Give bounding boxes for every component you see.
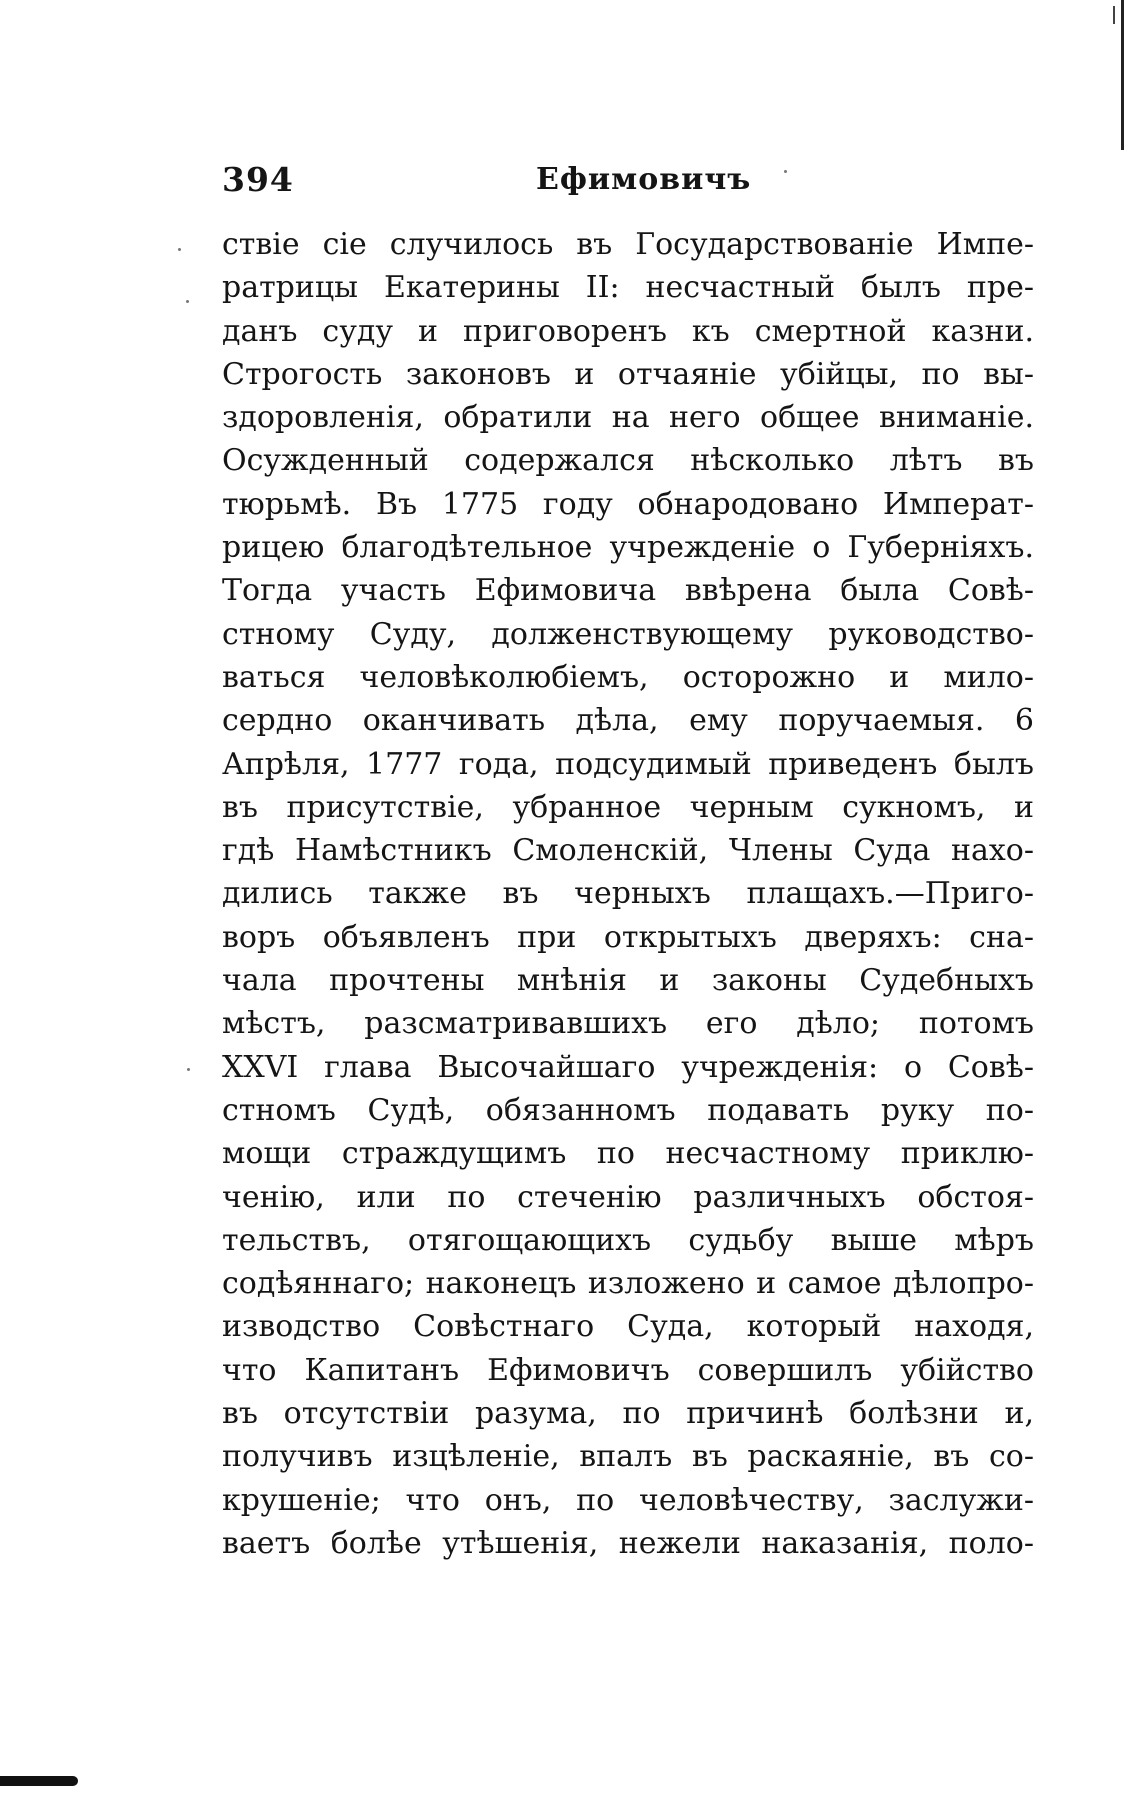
text-line: сердно оканчивать дѣла, ему поручаемыя. 6 bbox=[222, 703, 1034, 739]
text-line: изводство Совѣстнаго Суда, который находя, bbox=[222, 1309, 1034, 1345]
binding-mark-top bbox=[1113, 6, 1115, 24]
text-line: чала прочтены мнѣнія и законы Судебныхъ bbox=[222, 963, 1034, 999]
text-line: ваться человѣколюбіемъ, осторожно и мило- bbox=[222, 659, 1034, 695]
page-speck bbox=[784, 170, 787, 173]
text-line: дились также въ черныхъ плащахъ.—Приго- bbox=[222, 876, 1034, 912]
page-speck bbox=[187, 1068, 190, 1071]
text-line: ченію, или по стеченію различныхъ обстоя- bbox=[222, 1179, 1034, 1215]
text-line: здоровленія, обратили на него общее вниманіе. bbox=[222, 400, 1034, 436]
text-line: тельствъ, отягощающихъ судьбу выше мѣръ bbox=[222, 1222, 1034, 1258]
text-line: ратрицы Екатерины II: несчастный былъ пре- bbox=[222, 270, 1034, 306]
text-line: Тогда участь Ефимовича ввѣрена была Совѣ- bbox=[222, 573, 1034, 609]
text-line: крушеніе; что онъ, по человѣчеству, заслужи- bbox=[222, 1482, 1034, 1518]
text-line: гдѣ Намѣстникъ Смоленскій, Члены Суда нахо- bbox=[222, 833, 1034, 869]
page-speck bbox=[178, 248, 181, 251]
text-line: Строгость законовъ и отчаяніе убійцы, по вы- bbox=[222, 356, 1034, 392]
text-line: получивъ изцѣленіе, впалъ въ раскаяніе, въ со- bbox=[222, 1439, 1034, 1475]
text-line: XXVI глава Высочайшаго учрежденія: о Совѣ- bbox=[222, 1049, 1034, 1085]
text-line: Осужденный содержался нѣсколько лѣтъ въ bbox=[222, 443, 1034, 479]
text-line: ваетъ болѣе утѣшенія, нежели наказанія, поло- bbox=[222, 1525, 1034, 1561]
text-line: что Капитанъ Ефимовичъ совершилъ убійство bbox=[222, 1352, 1034, 1388]
page-number: 394 bbox=[222, 160, 294, 199]
page-speck bbox=[186, 300, 189, 303]
text-line: мощи страждущимъ по несчастному приклю- bbox=[222, 1136, 1034, 1172]
text-line: рицею благодѣтельное учрежденіе о Губерніяхъ. bbox=[222, 530, 1034, 566]
text-line: тюрьмѣ. Въ 1775 году обнародовано Императ- bbox=[222, 486, 1034, 522]
page-header bbox=[222, 160, 1034, 206]
text-line: данъ суду и приговоренъ къ смертной казни. bbox=[222, 313, 1034, 349]
body-text bbox=[222, 223, 1034, 1565]
text-line: воръ объявленъ при открытыхъ дверяхъ: сна- bbox=[222, 919, 1034, 955]
running-head: Ефимовичъ bbox=[536, 162, 752, 197]
text-line: Апрѣля, 1777 года, подсудимый приведенъ былъ bbox=[222, 746, 1034, 782]
text-line: мѣстъ, разсматривавшихъ его дѣло; потомъ bbox=[222, 1006, 1034, 1042]
text-line: въ присутствіе, убранное черным сукномъ, и bbox=[222, 789, 1034, 825]
text-line: въ отсутствіи разума, по причинѣ болѣзни и, bbox=[222, 1396, 1034, 1432]
scan-edge-mark bbox=[0, 1776, 78, 1786]
text-line: стному Суду, долженствующему руководство- bbox=[222, 616, 1034, 652]
text-line: ствіе сіе случилось въ Государствованіе Импе- bbox=[222, 227, 1034, 262]
binding-line bbox=[1121, 0, 1124, 150]
text-line: стномъ Судѣ, обязанномъ подавать руку по- bbox=[222, 1092, 1034, 1128]
text-line: содѣяннаго; наконецъ изложено и самое дѣлопро- bbox=[222, 1266, 1034, 1302]
